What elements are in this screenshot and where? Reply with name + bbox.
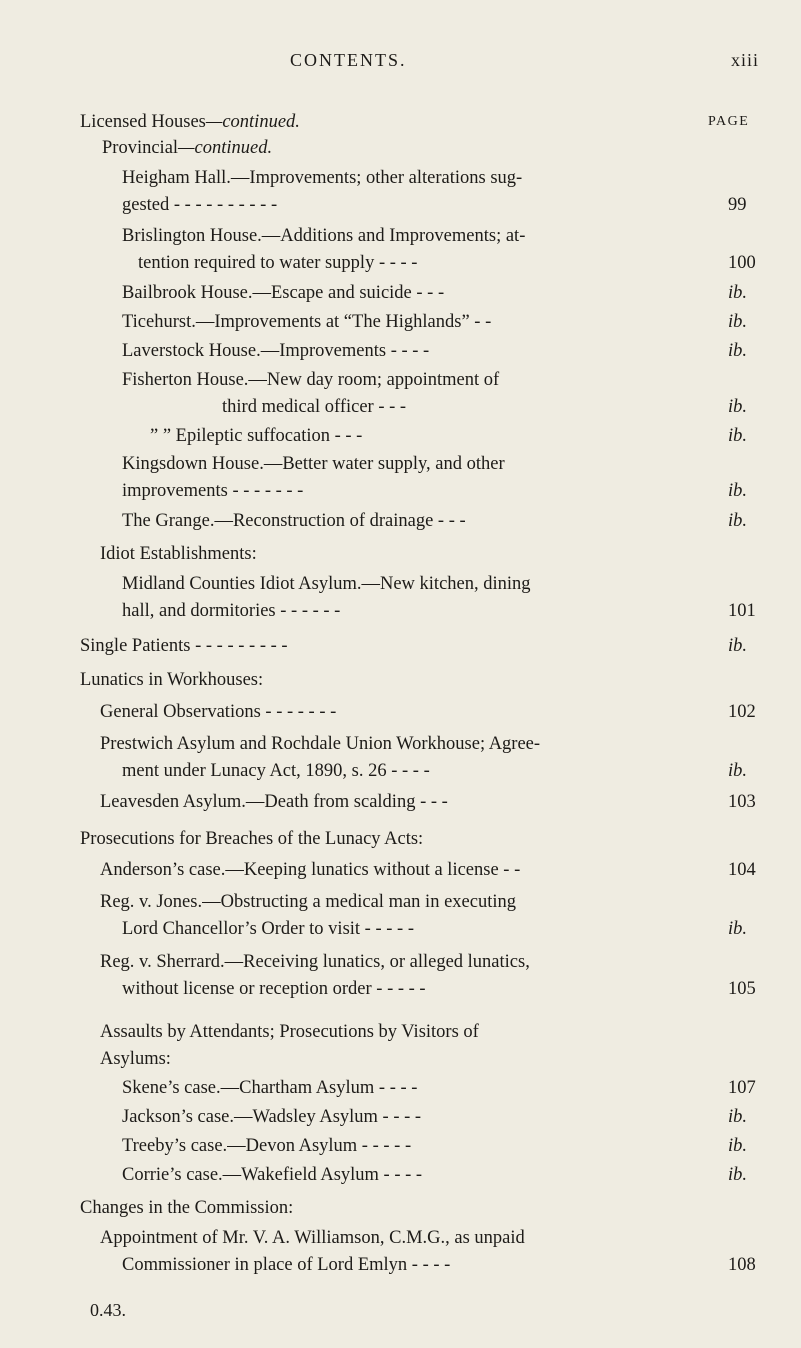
entry-page: ib. — [728, 1136, 748, 1156]
header-text: Licensed Houses — [80, 112, 206, 132]
entry-text: Bailbrook House.—Escape and suicide - - - — [122, 283, 445, 303]
entry-page: ib. — [728, 1165, 748, 1185]
entry-page: ib. — [728, 761, 748, 781]
entry-page: 101 — [728, 601, 756, 621]
entry-page: 102 — [728, 702, 756, 722]
entry-page: ib. — [728, 341, 748, 361]
entry-text-continued: third medical officer - - - — [222, 397, 407, 417]
entry-text: Skene’s case.—Chartham Asylum - - - - — [122, 1078, 418, 1098]
entry-text: Laverstock House.—Improvements - - - - — [122, 341, 430, 361]
entry-page: 104 — [728, 860, 756, 880]
entry-text: Prestwich Asylum and Rochdale Union Workhouse; Agree- — [100, 734, 541, 754]
entry-text: ” ” Epileptic suffocation - - - — [150, 426, 363, 446]
entry-text: General Observations - - - - - - - — [100, 702, 337, 722]
entry-text: Brislington House.—Additions and Improvements; at- — [122, 226, 526, 246]
entry-page: 107 — [728, 1078, 756, 1098]
entry-page: 100 — [728, 253, 756, 273]
running-head-page-number: xiii — [730, 50, 759, 70]
page-column-label: PAGE — [708, 114, 750, 129]
header-continued: —continued. — [205, 112, 300, 132]
entry-text: Jackson’s case.—Wadsley Asylum - - - - — [122, 1107, 422, 1127]
entry-text: The Grange.—Reconstruction of drainage - - - — [122, 511, 466, 531]
entry-text-continued: gested - - - - - - - - - - — [122, 195, 278, 215]
entry-page: ib. — [728, 312, 748, 332]
entry-text-continued: ment under Lunacy Act, 1890, s. 26 - - - - — [122, 761, 430, 781]
entry-text-continued: Commissioner in place of Lord Emlyn - - - - — [122, 1255, 451, 1275]
entry-text-continued: Lord Chancellor’s Order to visit - - - - - — [122, 919, 414, 939]
entry-page: 105 — [728, 979, 756, 999]
entry-text-continued: tention required to water supply - - - - — [138, 253, 418, 273]
subsection-title: Changes in the Commission: — [80, 1198, 294, 1218]
entry-text: Anderson’s case.—Keeping lunatics without a license - - — [100, 860, 521, 880]
running-head-title: CONTENTS. — [290, 50, 407, 70]
entry-text: Reg. v. Jones.—Obstructing a medical man in executing — [100, 892, 516, 912]
entry-page: ib. — [728, 636, 748, 656]
subsection-title: Assaults by Attendants; Prosecutions by Visitors of — [100, 1022, 479, 1042]
running-head — [0, 50, 801, 76]
entry-text-continued: improvements - - - - - - - — [122, 481, 304, 501]
entry-text: Reg. v. Sherrard.—Receiving lunatics, or alleged lunatics, — [100, 952, 530, 972]
entry-text: Heigham Hall.—Improvements; other alterations sug- — [122, 168, 523, 188]
entry-page: ib. — [728, 426, 748, 446]
header-continued: —continued. — [178, 138, 273, 158]
entry-text: Appointment of Mr. V. A. Williamson, C.M.G., as unpaid — [100, 1228, 525, 1248]
entry-text-continued: hall, and dormitories - - - - - - — [122, 601, 341, 621]
section-header-licensed-houses — [80, 112, 300, 133]
entry-text: Treeby’s case.—Devon Asylum - - - - - — [122, 1136, 412, 1156]
entry-page: ib. — [728, 481, 748, 501]
entry-text-continued: without license or reception order - - - - - — [122, 979, 426, 999]
subsection-title: Lunatics in Workhouses: — [80, 670, 264, 690]
entry-page: ib. — [728, 283, 748, 303]
subsection-title-continued: Asylums: — [100, 1049, 171, 1069]
entry-page: ib. — [728, 1107, 748, 1127]
footer-signature-number: 0.43. — [90, 1300, 126, 1320]
entry-text: Kingsdown House.—Better water supply, and other — [122, 454, 505, 474]
subsection-title: Idiot Establishments: — [100, 544, 257, 564]
entry-page: ib. — [728, 511, 748, 531]
entry-page: 99 — [728, 195, 747, 215]
subsection-title: Prosecutions for Breaches of the Lunacy Acts: — [80, 829, 424, 849]
entry-page: ib. — [728, 919, 748, 939]
entry-text: Fisherton House.—New day room; appointment of — [122, 370, 500, 390]
header-text: Provincial — [102, 138, 179, 158]
entry-text: Single Patients - - - - - - - - - — [80, 636, 288, 656]
section-header-provincial — [102, 138, 272, 159]
entry-page: 103 — [728, 792, 756, 812]
entry-text: Corrie’s case.—Wakefield Asylum - - - - — [122, 1165, 423, 1185]
entry-text: Midland Counties Idiot Asylum.—New kitchen, dining — [122, 574, 531, 594]
entry-text: Ticehurst.—Improvements at “The Highlands” - - — [122, 312, 492, 332]
entry-text: Leavesden Asylum.—Death from scalding - - - — [100, 792, 448, 812]
entry-page: 108 — [728, 1255, 756, 1275]
entry-page: ib. — [728, 397, 748, 417]
